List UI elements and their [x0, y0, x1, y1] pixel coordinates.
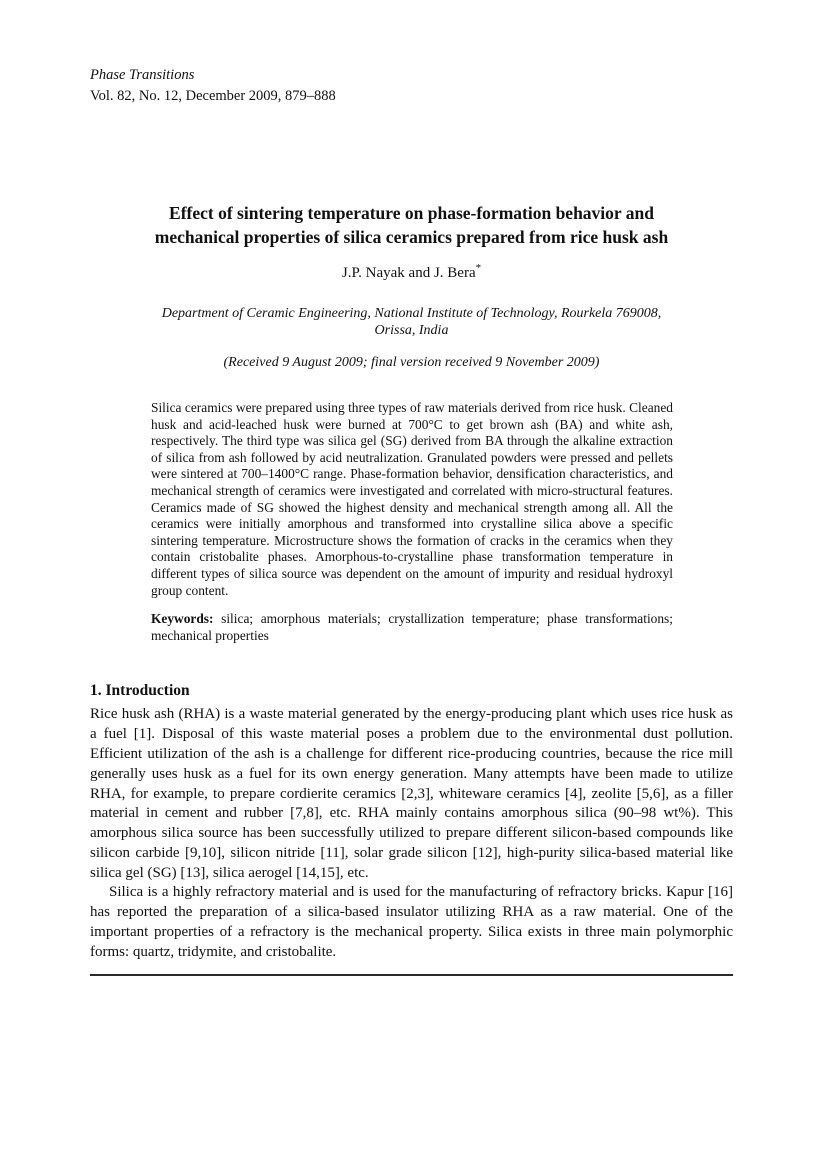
authors-line — [90, 258, 733, 283]
article-title-line2: mechanical properties of silica ceramics prepared from rice husk ash — [154, 227, 669, 247]
article-title-line1: Effect of sintering temperature on phase-formation behavior and — [169, 203, 654, 223]
footer-rule — [90, 974, 733, 976]
keywords-block — [151, 611, 673, 644]
article-title — [90, 201, 733, 249]
affiliation — [90, 305, 733, 339]
title-block — [90, 201, 733, 283]
affiliation-line1: Department of Ceramic Engineering, National Institute of Technology, Rourkela 769008, — [161, 306, 662, 321]
journal-name: Phase Transitions — [90, 67, 195, 83]
abstract-text: Silica ceramics were prepared using three types of raw materials derived from rice husk. Cleaned husk and acid-leached husk were burned at 700°C to get brown ash (BA) and white ash, respectively. The third type was silica gel (SG) derived from BA through the alkaline extraction of silica from ash followed by acid neutralization. Granulated powders were pressed and pellets were sintered at 700–1400°C range. Phase-formation behavior, densification characteristics, and mechanical strength of ceramics were investigated and correlated with micro-structural features. Ceramics made of SG showed the highest density and mechanical strength among all. All the ceramics were initially amorphous and transformed into crystalline silica above a specific sintering temperature. Microstructure shows the formation of cracks in the ceramics when they contain cristobalite phases. Amorphous-to-crystalline phase transformation temperature in different types of silica source was dependent on the amount of impurity and residual hydroxyl group content. — [151, 400, 673, 598]
journal-issue-line: Vol. 82, No. 12, December 2009, 879–888 — [90, 88, 336, 104]
introduction-paragraph-1: Rice husk ash (RHA) is a waste material generated by the energy-producing plant which uses rice husk as a fuel [1]. Disposal of this waste material poses a problem due to the environmental dust pollution. Efficient utilization of the ash is a challenge for different rice-producing countries, because the rice mill generally uses husk as a fuel for its own energy generation. Many attempts have been made to utilize RHA, for example, to prepare cordierite ceramics [2,3], whiteware ceramics [4], zeolite [5,6], as a filler material in cement and rubber [7,8], etc. RHA mainly contains amorphous silica (90–98 wt%). This amorphous silica source has been successfully utilized to prepare different silicon-based compounds like silicon carbide [9,10], silicon nitride [11], solar grade silicon [12], high-purity silica-based material like silica gel (SG) [13], silica aerogel [14,15], etc. — [90, 706, 733, 881]
section-heading-introduction: 1. Introduction — [90, 682, 190, 700]
journal-header — [90, 65, 733, 107]
corresponding-author-asterisk: * — [475, 262, 482, 274]
keywords-label: Keywords: — [151, 611, 214, 627]
keywords-text: silica; amorphous materials; crystallization temperature; phase transformations; mechanical properties — [151, 611, 673, 643]
affiliation-line2: Orissa, India — [374, 323, 449, 338]
received-line: (Received 9 August 2009; final version received 9 November 2009) — [223, 355, 600, 370]
author-names: J.P. Nayak and J. Bera — [341, 265, 476, 281]
introduction-paragraph-2: Silica is a highly refractory material and is used for the manufacturing of refractory bricks. Kapur [16] has reported the preparation of a silica-based insulator utilizing RHA as a raw material. One of the important properties of a refractory is the mechanical property. Silica exists in three main polymorphic forms: quartz, tridymite, and cristobalite. — [90, 884, 733, 960]
